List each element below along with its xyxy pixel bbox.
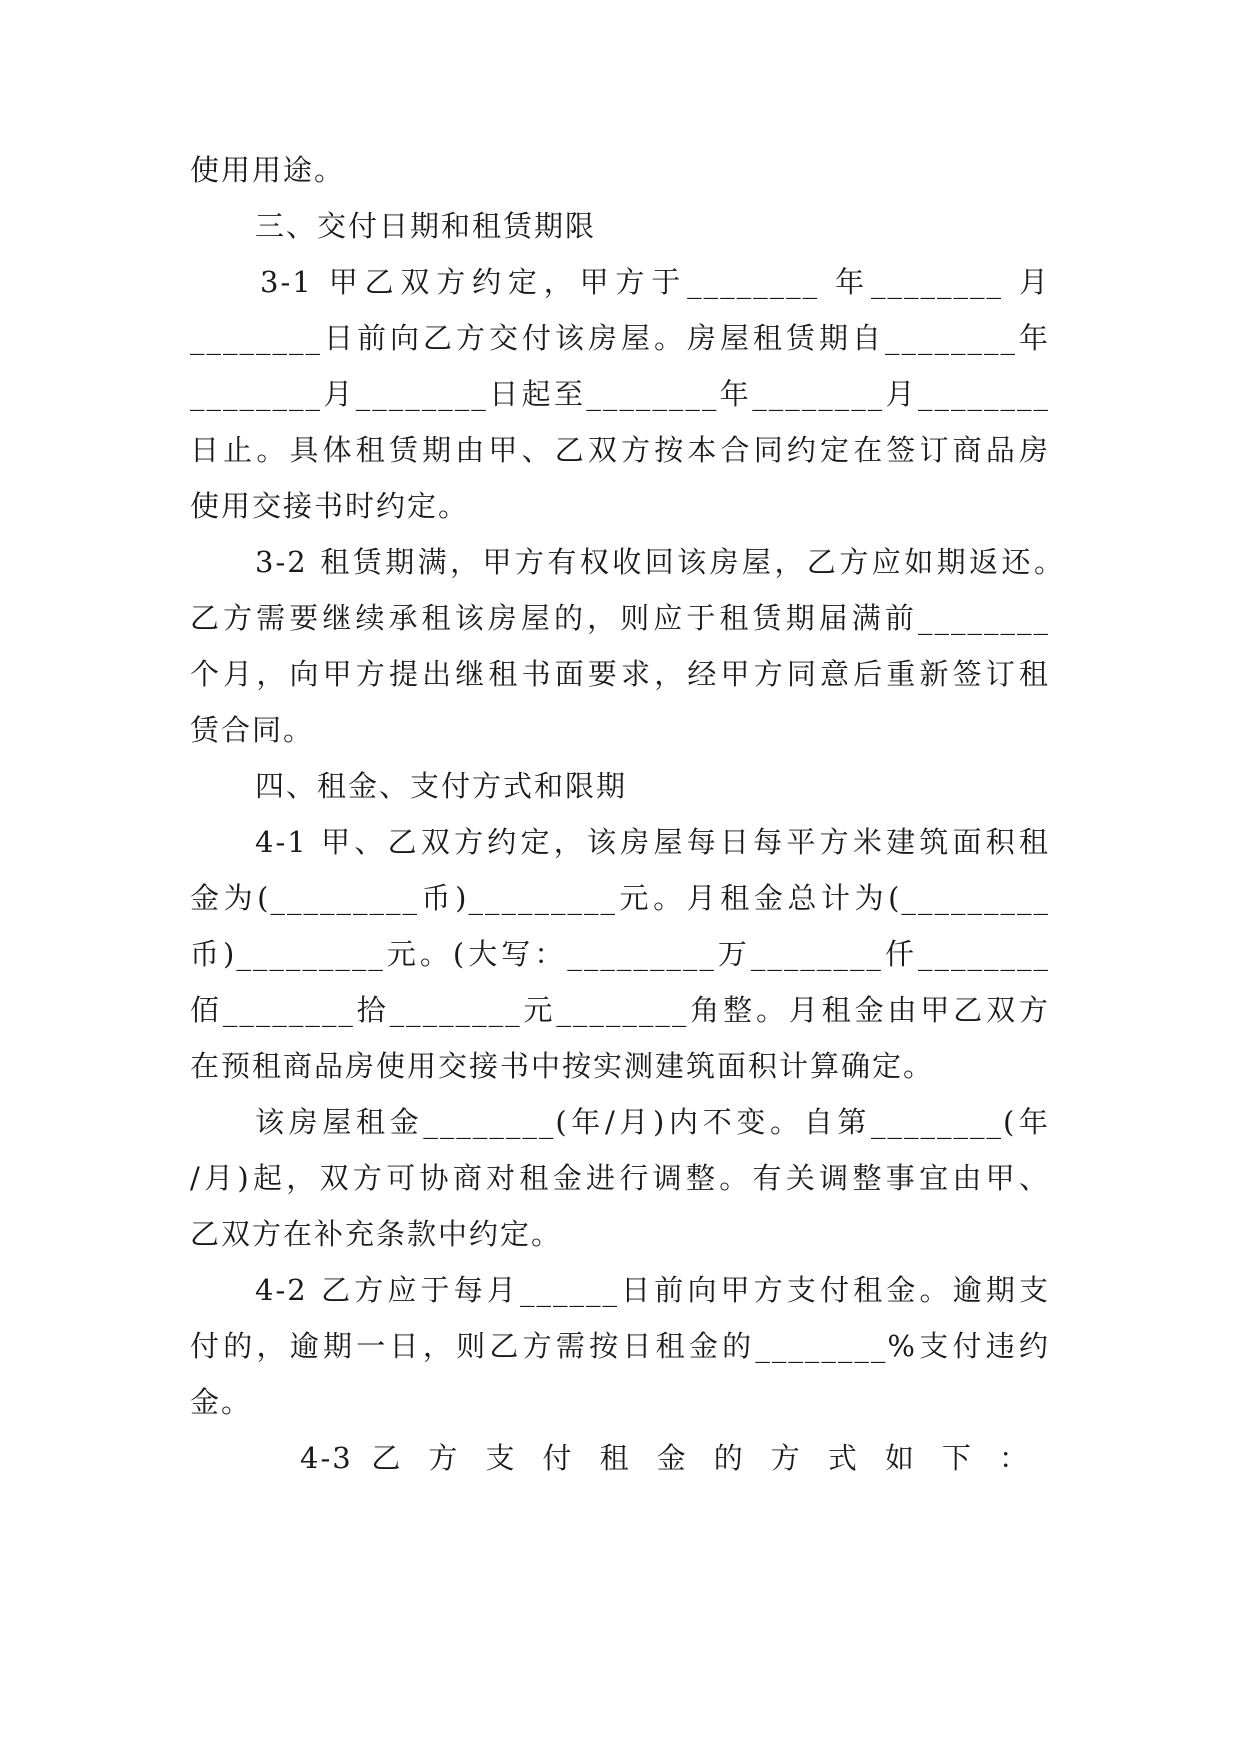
text-line: 在预租商品房使用交接书中按实测建筑面积计算确定。 bbox=[190, 1049, 935, 1083]
text-line: 金为(_________币)_________元。月租金总计为(_________ bbox=[190, 881, 1050, 915]
text-line: 4-2 乙方应于每月______日前向甲方支付租金。逾期支 bbox=[255, 1273, 1050, 1307]
text-line: 付的，逾期一日，则乙方需按日租金的________%支付违约 bbox=[190, 1329, 1050, 1363]
text-line: 金。 bbox=[190, 1385, 253, 1419]
text-line: 日止。具体租赁期由甲、乙双方按本合同约定在签订商品房 bbox=[190, 433, 1050, 467]
text-line: 4-3 乙 方 支 付 租 金 的 方 式 如 下 ： bbox=[300, 1441, 1030, 1475]
text-line: 4-1 甲、乙双方约定，该房屋每日每平方米建筑面积租 bbox=[255, 825, 1050, 859]
section-heading: 四、租金、支付方式和限期 bbox=[255, 769, 628, 803]
text-line: 个月，向甲方提出继租书面要求，经甲方同意后重新签订租 bbox=[190, 657, 1050, 691]
text-line: 乙双方在补充条款中约定。 bbox=[190, 1217, 563, 1251]
text-line: 3-1 甲乙双方约定，甲方于________ 年________ 月 bbox=[260, 265, 1050, 299]
text-line: 币)_________元。(大写：_________万________仟________ bbox=[190, 937, 1050, 971]
text-line: 使用用途。 bbox=[190, 153, 346, 187]
text-line: 使用交接书时约定。 bbox=[190, 489, 470, 523]
text-line: ________月________日起至________年________月________ bbox=[190, 377, 1050, 411]
text-line: 赁合同。 bbox=[190, 713, 315, 747]
text-line: ________日前向乙方交付该房屋。房屋租赁期自________年 bbox=[190, 321, 1050, 355]
text-line: 3-2 租赁期满，甲方有权收回该房屋，乙方应如期返还。 bbox=[255, 545, 1065, 579]
text-line: 乙方需要继续承租该房屋的，则应于租赁期届满前________ bbox=[190, 601, 1050, 635]
text-line: 该房屋租金________(年/月)内不变。自第________(年 bbox=[255, 1105, 1050, 1139]
section-heading: 三、交付日期和租赁期限 bbox=[255, 209, 597, 243]
text-line: /月)起，双方可协商对租金进行调整。有关调整事宜由甲、 bbox=[190, 1161, 1050, 1195]
text-line: 佰________拾________元________角整。月租金由甲乙双方 bbox=[190, 993, 1050, 1027]
